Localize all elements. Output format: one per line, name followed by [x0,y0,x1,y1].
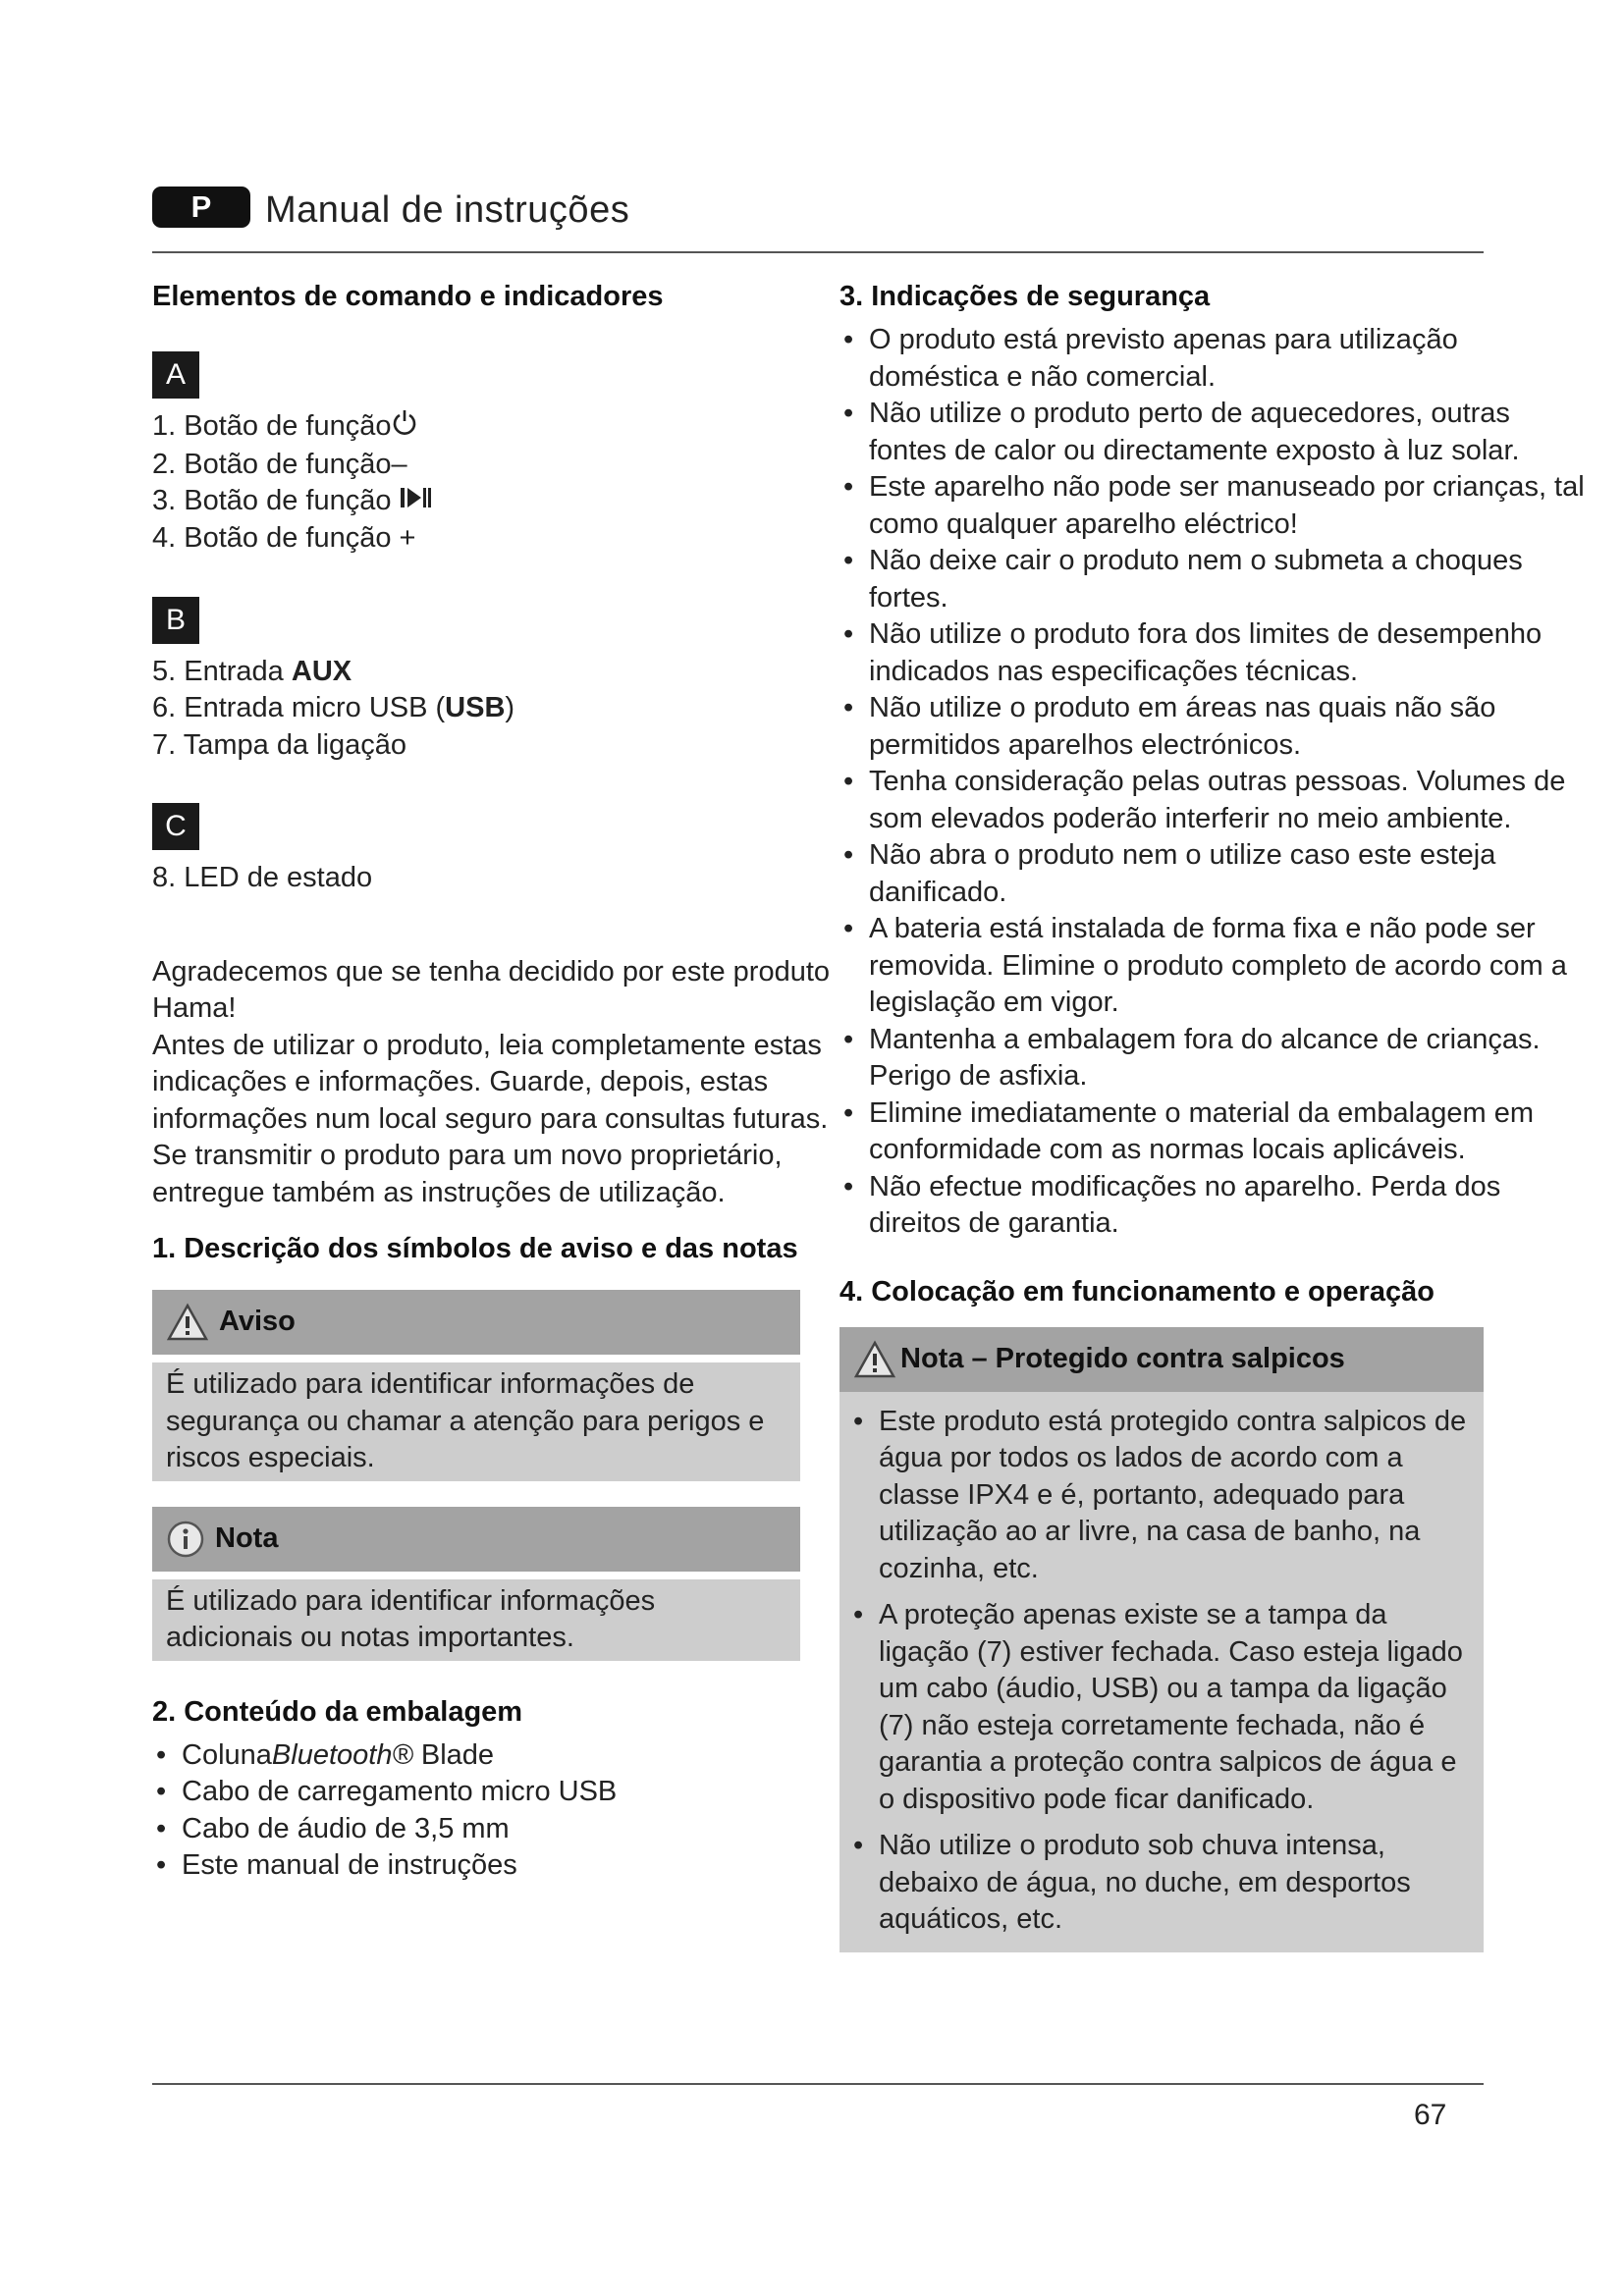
item-bold: USB [445,692,506,724]
splash-note-label: Nota – Protegido contra salpicos [900,1342,1345,1374]
splash-note-bar [839,1327,1484,1392]
list-item: • Não abra o produto nem o utilize caso este esteja danificado. [839,837,1588,911]
splash-note-box [839,1327,1484,1952]
list-item: 2. Botão de função– [152,448,407,480]
warning-description: É utilizado para identificar informações de segurança ou chamar a atenção para perigos e riscos especiais. [152,1362,800,1481]
list-item: • Cabo de áudio de 3,5 mm [152,1811,839,1848]
list-item: • Não deixe cair o produto nem o submeta a choques fortes. [839,543,1588,616]
list-item: • Cabo de carregamento micro USB [152,1774,839,1811]
list-item: 7. Tampa da ligação [152,728,407,761]
list-item: • A proteção apenas existe se a tampa da ligação (7) estiver fechada. Caso esteja ligado um cabo (áudio, USB) ou a tampa da ligação (7) não esteja corretamente fechada, não é garantia a proteção contra salpicos de água e o dispositivo pode ficar danificado. [849,1597,1470,1818]
section-b-badge: B [152,597,199,644]
item-text: 6. Entrada micro USB ( [152,692,446,724]
list-item: 4. Botão de função + [152,522,416,555]
splash-note-list [839,1392,1484,1952]
list-item: • O produto está previsto apenas para utilização doméstica e não comercial. [839,322,1588,396]
play-pause-icon [400,484,433,521]
intro-thanks: Agradecemos que se tenha decidido por este produto Hama! [152,955,831,1025]
package-heading: 2. Conteúdo da embalagem [152,1695,523,1728]
list-item: • Elimine imediatamente o material da embalagem em conformidade com as normas locais aplicáveis. [839,1095,1588,1169]
list-item: • Este produto está protegido contra salpicos de água por todos os lados de acordo com a classe IPX4 e é, portanto, adequado para utilização ao ar livre, na casa de banho, na cozinha, etc. [849,1404,1470,1588]
list-item: • Este aparelho não pode ser manuseado por crianças, tal como qualquer aparelho eléctrico! [839,469,1588,543]
section-c-badge: C [152,803,199,850]
list-item: • Não utilize o produto fora dos limites de desempenho indicados nas especificações técnicas. [839,616,1588,690]
list-item: • Tenha consideração pelas outras pessoas. Volumes de som elevados poderão interferir no meio ambiente. [839,764,1588,837]
list-item [152,408,839,447]
list-item: • Não utilize o produto em áreas nas quais não são permitidos aparelhos electrónicos. [839,690,1588,764]
page-number: 67 [1414,2099,1447,2131]
item-text: Blade [412,1738,495,1771]
note-label: Nota [215,1522,279,1554]
warning-bar [152,1290,800,1355]
list-item: • Não utilize o produto sob chuva intensa, debaixo de água, no duche, em desportos aquáticos, etc. [849,1828,1470,1939]
header-rule [152,251,1484,253]
safety-list [839,322,1588,1243]
item-text: 3. Botão de função [152,485,392,517]
list-item [152,1737,839,1775]
section-a-list [152,408,839,558]
right-column [839,277,1596,1952]
language-badge: P [152,187,250,228]
list-item: • Não utilize o produto perto de aquecedores, outras fontes de calor ou directamente exposto à luz solar. [839,396,1588,469]
operation-heading: 4. Colocação em funcionamento e operação [839,1275,1435,1308]
list-item: • Este manual de instruções [152,1847,839,1885]
item-bold: AUX [291,655,352,687]
note-description: É utilizado para identificar informações adicionais ou notas importantes. [152,1579,800,1661]
info-icon [166,1520,205,1559]
list-item [152,690,839,727]
warning-triangle-icon [166,1303,209,1342]
list-item: • A bateria está instalada de forma fixa e não pode ser removida. Elimine o produto completo de acordo com a legislação em vigor. [839,911,1588,1022]
item-text: 1. Botão de função [152,410,392,442]
footer-rule [152,2083,1484,2085]
warning-triangle-icon [853,1340,896,1379]
warning-label: Aviso [219,1306,296,1338]
list-item: • Não efectue modificações no aparelho. Perda dos direitos de garantia. [839,1169,1588,1243]
section-a-badge: A [152,351,199,399]
item-italic: Bluetooth® [271,1738,413,1771]
symbols-heading: 1. Descrição dos símbolos de aviso e das notas [152,1233,798,1265]
item-text: 5. Entrada [152,655,292,687]
note-bar [152,1507,800,1572]
list-item [152,654,839,691]
controls-heading: Elementos de comando e indicadores [152,281,664,312]
list-item [152,483,839,520]
page-title: Manual de instruções [265,189,630,231]
left-column [152,277,839,1885]
safety-heading: 3. Indicações de segurança [839,281,1211,312]
section-b-list [152,654,839,765]
power-icon [391,408,418,447]
package-list [152,1737,839,1885]
item-text: ) [505,692,515,724]
list-item: 8. LED de estado [152,862,373,894]
list-item: • Mantenha a embalagem fora do alcance de crianças. Perigo de asfixia. [839,1022,1588,1095]
intro-paragraph: Antes de utilizar o produto, leia completamente estas indicações e informações. Guarde, depois, estas informações num local seguro para consultas futuras. Se transmitir o produto para um novo proprietário, entregue também as instruções de utilização. [152,1029,829,1208]
item-text: Coluna [182,1738,272,1771]
